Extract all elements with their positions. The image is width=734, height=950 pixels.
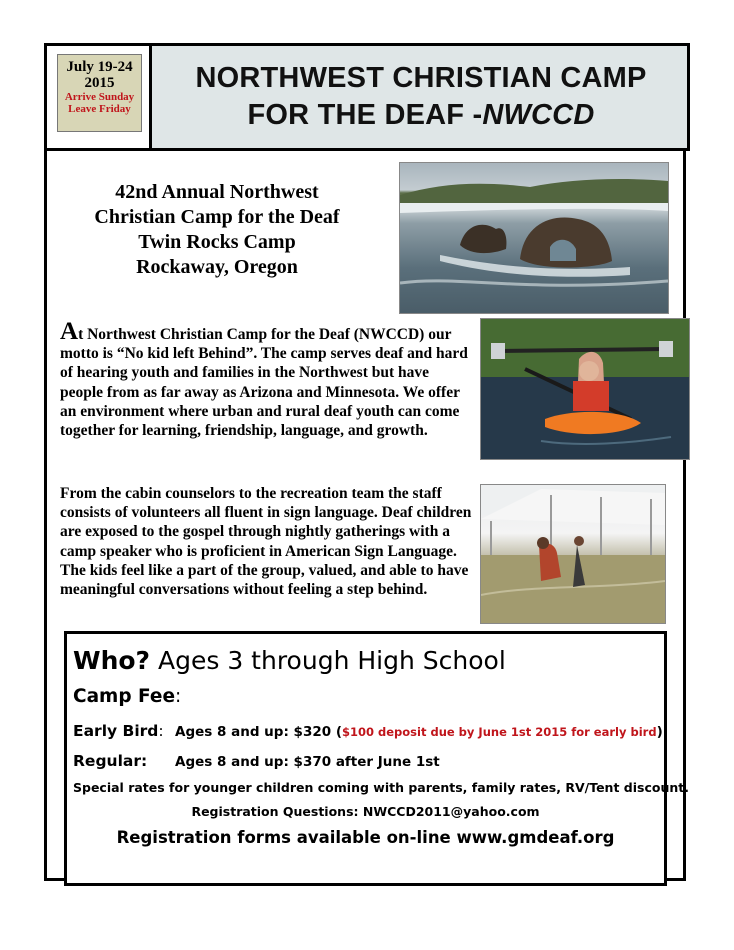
intro-line: 42nd Annual Northwest	[115, 181, 319, 203]
camp-tents-illustration	[481, 485, 665, 623]
title-acronym: NWCCD	[482, 99, 595, 131]
page-title	[155, 60, 687, 134]
coast-rocks-illustration	[400, 163, 668, 313]
date-year: 2015	[84, 75, 115, 91]
intro-line: Christian Camp for the Deaf	[94, 206, 340, 228]
date-range: July 19-24	[66, 59, 133, 75]
who-text: Ages 3 through High School	[150, 646, 506, 675]
title-line-1: NORTHWEST CHRISTIAN CAMP	[195, 62, 647, 94]
header-banner	[44, 43, 690, 151]
about-paragraph-text: t Northwest Christian Camp for the Deaf (NWCCD) our motto is “No kid left Behind”. The camp serves deaf and hard of hearing youth and families in the Northwest but have people from as far away as Arizona and Minnesota. We offer an environment where urban and rural deaf youth can come together for learning, friendship, language, and growth.	[60, 326, 468, 440]
about-paragraph	[60, 318, 474, 440]
who-line	[73, 646, 506, 675]
early-bird-desc: Ages 8 and up: $320 (	[175, 724, 342, 740]
kayak-illustration	[481, 319, 689, 459]
who-label: Who?	[73, 646, 151, 675]
camp-tents-photo	[480, 484, 666, 624]
camp-fee-label: Camp Fee	[73, 686, 176, 707]
early-bird-row	[73, 722, 663, 740]
special-rates: Special rates for younger children coming with parents, family rates, RV/Tent discount.	[73, 780, 689, 795]
coast-rocks-photo	[399, 162, 669, 314]
early-bird-label	[73, 722, 175, 740]
early-bird-close: )	[656, 724, 663, 740]
intro-block	[58, 180, 376, 280]
early-bird-note: $100 deposit due by June 1st 2015 for early bird	[342, 725, 657, 739]
intro-line: Twin Rocks Camp	[138, 231, 296, 253]
early-bird-label-text: Early Bird	[73, 722, 159, 740]
regular-row	[73, 752, 440, 770]
date-badge	[57, 54, 142, 132]
kayak-photo	[480, 318, 690, 460]
staff-paragraph: From the cabin counselors to the recreation team the staff consists of volunteers all fluent in sign language. Deaf children are exposed to the gospel through nightly gatherings with a camp speaker who is proficient in American Sign Language. The kids feel like a part of the group, valued, and able to have meaningful conversations without feeling a step behind.	[60, 485, 472, 599]
intro-line: Rockaway, Oregon	[136, 256, 298, 278]
title-line-2-prefix: FOR THE DEAF -	[247, 99, 483, 131]
drop-cap: A	[60, 318, 79, 345]
camp-fee-heading	[73, 686, 181, 707]
leave-text: Leave Friday	[68, 103, 131, 115]
registration-forms: Registration forms available on-line www.gmdeaf.org	[116, 828, 615, 847]
camp-fee-colon: :	[175, 686, 182, 707]
regular-label: Regular:	[73, 752, 148, 770]
regular-desc: Ages 8 and up: $370 after June 1st	[175, 754, 440, 770]
date-box	[47, 46, 152, 148]
info-box	[64, 631, 689, 886]
registration-questions: Registration Questions: NWCCD2011@yahoo.com	[191, 804, 540, 819]
early-bird-colon: :	[158, 722, 164, 740]
title-line-2	[155, 97, 687, 134]
arrive-text: Arrive Sunday	[64, 91, 135, 103]
